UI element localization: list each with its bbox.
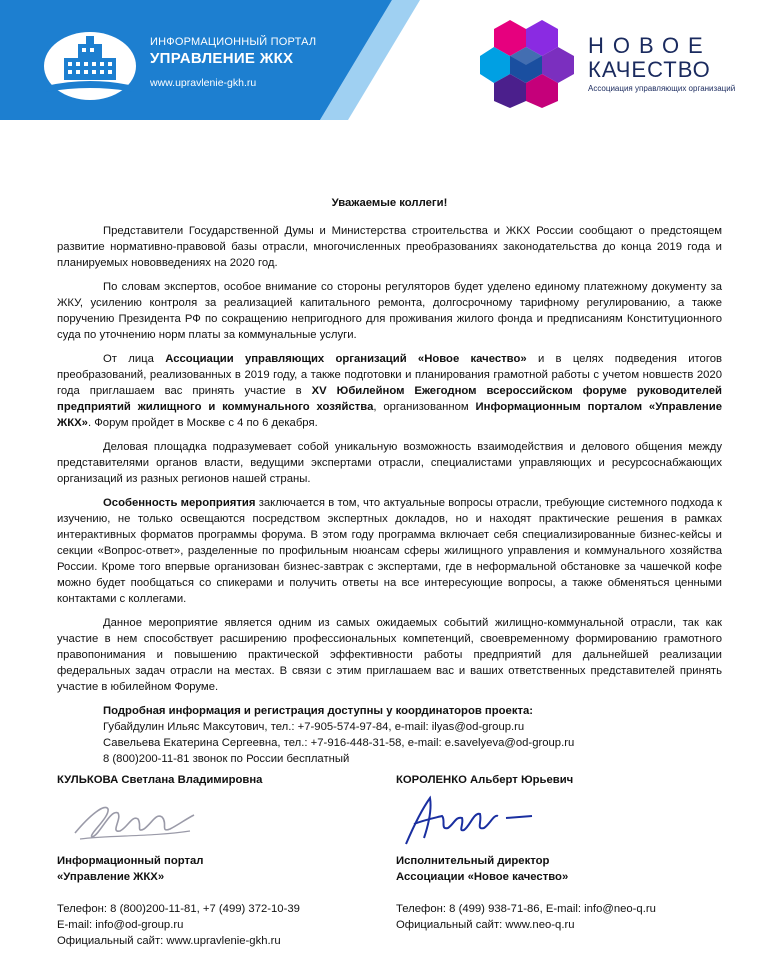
portal-subtitle: ИНФОРМАЦИОННЫЙ ПОРТАЛ	[150, 36, 317, 48]
signer-right-site: Официальный сайт: www.neo-q.ru	[396, 919, 575, 931]
signer-left-phone: Телефон: 8 (800)200-11-81, +7 (499) 372-10-39	[57, 903, 300, 915]
letter-body	[57, 195, 722, 767]
association-name: Ассоциации управляющих организаций «Новое качество»	[165, 353, 527, 365]
paragraph-5-lead: Особенность мероприятия	[103, 497, 256, 509]
paragraph-1: Представители Государственной Думы и Министерства строительства и ЖКХ России сообщают о предстоящем развитие нормативно-правовой базы отрасли, многочисленных преобразованиях законодательства до конца 2019 года и планируемых нововведениях на 2020 год.	[57, 225, 722, 269]
signature-left-details	[57, 853, 387, 949]
signer-right-phone: Телефон: 8 (499) 938-71-86, E-mail: info@neo-q.ru	[396, 903, 656, 915]
paragraph-3-text-g: . Форум пройдет в Москве с 4 по 6 декабря.	[87, 417, 318, 429]
salutation: Уважаемые коллеги!	[331, 197, 448, 209]
signer-left-org-line1: Информационный портал	[57, 855, 204, 867]
partner-name-line2: КАЧЕСТВО	[588, 57, 711, 82]
signature-left-handwriting	[70, 795, 200, 845]
paragraph-6: Данное мероприятие является одним из самых ожидаемых событий жилищно-коммунальной отрасли, так как участие в нем способствует расширению профессиональных компетенций, своевременному формированию грамотного правопонимания и повышению практической эффективности работы предприятий для дальнейшей реализации федеральных задач отрасли на местах. В связи с этим приглашаем вас и ваших ответственных представителей принять участие в юбилейном Форуме.	[57, 617, 722, 693]
signature-right-handwriting	[398, 790, 538, 850]
contacts-title: Подробная информация и регистрация доступны у координаторов проекта:	[103, 705, 534, 717]
signer-left-site: Официальный сайт: www.upravlenie-gkh.ru	[57, 935, 281, 947]
portal-branding	[150, 36, 316, 89]
signer-left-email: E-mail: info@od-group.ru	[57, 919, 184, 931]
forum-name: XV Юбилейном Ежегодном всероссийском форуме руководителей предприятий жилищного и коммунального хозяйства	[57, 385, 722, 413]
partner-branding	[588, 34, 735, 93]
paragraph-5-text: заключается в том, что актуальные вопросы отрасли, требующие системного подхода к изучению, не только освещаются посредством экспертных докладов, но и находят практические решения в рамках интерактивных форматов программы форума. В этом году программа включает себя специализированные бизнес-кейсы и секции «Вопрос-ответ», разделенные по профильным нюансам сферы жилищного управления и коммунального хозяйства России. Кроме того впервые организован бизнес-завтрак с экспертами, где в неформальной обстановке за чашечкой кофе можно будет пообщаться со спикерами и получить ответы на все интересующие вопросы, а также обменяться ценными контактами с коллегами.	[57, 497, 722, 605]
signature-right-details	[396, 853, 736, 933]
portal-name: УПРАВЛЕНИЕ ЖКХ	[150, 50, 294, 67]
paragraph-2: По словам экспертов, особое внимание со стороны регуляторов будет уделено единому платежному документу за ЖКУ, усилению контроля за реализацией капитального ремонта, долгосрочному тарифному регулированию, а также поручению Президента РФ по сокращению непригодного для проживания жилого фонда и предписаниям Конституционного суда по уточнению норм платы за коммунальные услуги.	[57, 281, 722, 341]
signer-left-org-line2: «Управление ЖКХ»	[57, 871, 165, 883]
organizer-name: Информационным порталом «Управление ЖКХ»	[57, 401, 722, 429]
contact-line-2: Савельева Екатерина Сергеевна, тел.: +7-916-448-31-58, e-mail: e.savelyeva@od-group.ru	[103, 737, 575, 749]
paragraph-4: Деловая площадка подразумевает собой уникальную возможность взаимодействия и делового общения между представителями органов власти, ведущими экспертами отрасли, специалистами управляющих и ресурсоснабжающих организаций из разных регионов нашей страны.	[57, 441, 722, 485]
signature-right-name-block	[396, 772, 716, 788]
portal-logo	[42, 28, 138, 100]
paragraph-5	[57, 495, 722, 607]
signature-left-name-block	[57, 772, 377, 788]
paragraph-3	[57, 351, 722, 431]
portal-url: www.upravlenie-gkh.ru	[150, 77, 257, 89]
signer-right-org-line2: Ассоциации «Новое качество»	[396, 871, 569, 883]
contacts-block	[103, 703, 722, 767]
partner-subtitle: Ассоциация управляющих организаций	[588, 84, 736, 93]
paragraph-3-text-e: , организованном	[373, 401, 476, 413]
paragraph-3-text-a: От лица	[103, 353, 166, 365]
signer-right-org-line1: Исполнительный директор	[396, 855, 550, 867]
contact-line-1: Губайдулин Ильяс Максутович, тел.: +7-905-574-97-84, e-mail: ilyas@od-group.ru	[103, 721, 525, 733]
paragraph-3-text-c: и в целях подведения итогов преобразований, реализованных в 2019 году, а также подготовки и планирования грамотной работы с учетом новшеств 2020 года приглашаем вас принять участие в	[57, 353, 722, 397]
signer-left-name: КУЛЬКОВА Светлана Владимировна	[57, 774, 263, 786]
letterhead	[0, 0, 774, 120]
signer-right-name: КОРОЛЕНКО Альберт Юрьевич	[396, 774, 574, 786]
partner-name-line1: НОВОЕ	[588, 33, 712, 58]
contact-line-3: 8 (800)200-11-81 звонок по России бесплатный	[103, 753, 350, 765]
cube-logo-icon	[480, 16, 580, 108]
